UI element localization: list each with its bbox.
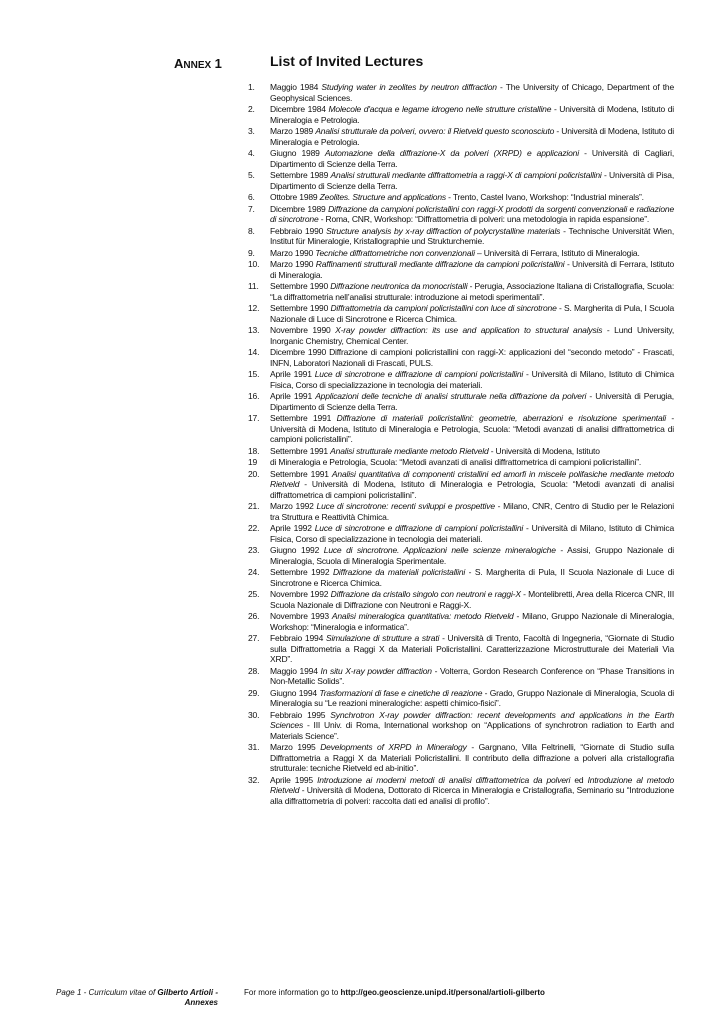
- lecture-item: [244, 226, 674, 247]
- lecture-date: Dicembre 1989: [270, 203, 326, 214]
- lecture-date: Marzo 1990: [270, 259, 314, 269]
- lecture-number: 31.: [248, 742, 260, 752]
- lecture-date: Settembre 1990: [270, 303, 329, 313]
- annex-label: [174, 56, 222, 71]
- lecture-number: 15.: [248, 369, 260, 379]
- annex-number: 1: [214, 56, 222, 71]
- lecture-title: Analisi mineralogica quantitativa: metodo Rietveld: [331, 611, 514, 621]
- lecture-date: Settembre 1991: [270, 413, 332, 423]
- lecture-number: 27.: [248, 633, 260, 643]
- lecture-item: [244, 446, 674, 457]
- lecture-number: 6.: [248, 192, 255, 202]
- lecture-number: 9.: [248, 247, 255, 258]
- lecture-date: Settembre 1992: [270, 567, 330, 577]
- lecture-venue: - Technische Universität Wien, Institut für Mineralogie, Kristallographie und Strukturchemie.: [270, 225, 675, 246]
- lecture-venue: - III Univ. di Roma, International workshop on “Applications of synchrotron radiation to Earth and Materials Science”.: [270, 720, 674, 741]
- lecture-title: Structure analysis by x-ray diffraction of polycrystalline materials: [326, 225, 561, 236]
- lecture-title: Developments of XRPD in Mineralogy: [320, 742, 467, 752]
- lecture-number: 26.: [248, 611, 260, 621]
- lecture-date: Dicembre 1990 Diffrazione di campioni policristallini con raggi-X: applicazioni del “secondo metodo” - Frascati, INFN, Laboratori Nazionali di Frascati, PULS.: [270, 347, 674, 368]
- lecture-date: Settembre 1990: [270, 281, 328, 291]
- lecture-title: Luce di sincrotrone e diffrazione di campioni policristallini: [314, 523, 524, 533]
- lecture-title: Introduzione ai moderni metodi di analisi diffrattometrica da polveri: [317, 774, 571, 785]
- lecture-title: Luce di sincrotrone e diffrazione di campioni policristallini: [314, 369, 524, 379]
- lecture-venue: - Università di Cagliari, Dipartimento di Scienze della Terra.: [270, 148, 675, 169]
- lecture-item: [244, 369, 674, 390]
- lecture-venue: - S. Margherita di Pula, II Scuola Nazionale di Luce di Sincrotrone e Ricerca Chimica.: [270, 567, 675, 588]
- lecture-venue: - Roma, CNR, Workshop: “Diffrattometria di polveri: una metodologia in rapida espansione”.: [318, 214, 650, 224]
- footer-author: Gilberto Artioli -: [157, 988, 218, 997]
- lecture-item: [244, 501, 674, 522]
- lecture-number: 12.: [248, 303, 260, 313]
- footer-page-info: [40, 988, 218, 1008]
- lecture-title-secondary: Introduzione al metodo Rietveld: [270, 774, 675, 795]
- lecture-venue: - Università di Modena, Istituto di Mineralogia e Petrologia.: [270, 126, 674, 147]
- lecture-venue: - Milano, CNR, Centro di Studio per le Relazioni tra Struttura e Reattività Chimica.: [270, 501, 674, 522]
- lecture-venue: – Università di Ferrara, Istituto di Mineralogia.: [474, 247, 640, 258]
- lecture-date: Novembre 1993: [270, 611, 329, 621]
- footer-url-link[interactable]: http://geo.geoscienze.unipd.it/personal/artioli-gilberto: [340, 988, 545, 997]
- lecture-list: [244, 82, 674, 807]
- lecture-item: [244, 126, 674, 147]
- lecture-venue: - Università di Ferrara, Istituto di Mineralogia.: [270, 259, 674, 280]
- lecture-date: Aprile 1991: [270, 369, 312, 379]
- lecture-number: 2.: [248, 104, 255, 114]
- lecture-title: Tecniche diffrattometriche non convenzionali: [315, 247, 475, 258]
- lecture-venue: - Università di Pisa, Dipartimento di Scienze della Terra.: [270, 170, 675, 191]
- lecture-item: [244, 633, 674, 665]
- lecture-number: 5.: [248, 170, 255, 180]
- lecture-venue: - Milano, Gruppo Nazionale di Mineralogia, Workshop: “Mineralogia e informatica”.: [270, 611, 675, 632]
- lecture-number: 32.: [248, 774, 260, 785]
- lecture-number: 20.: [248, 468, 260, 479]
- lecture-title: Diffrazione da campioni policristallini con raggi-X prodotti da sorgenti convenzionali e radiazione di sincrotrone: [270, 203, 675, 224]
- lecture-number: 28.: [248, 665, 260, 676]
- lecture-item: [244, 303, 674, 324]
- lecture-date: Maggio 1984: [270, 82, 319, 92]
- lecture-venue: - Trento, Castel Ivano, Workshop: “Industrial minerals”.: [445, 192, 644, 202]
- lecture-title: Analisi strutturali mediante diffrattometria a raggi-X di campioni policristallini: [330, 170, 602, 180]
- lecture-item: [244, 192, 674, 203]
- lecture-venue: - Perugia, Associazione Italiana di Cristallografia, Scuola: “La diffrattometria nell’analisi strutturale: introduzione ai metodi sperimentali”.: [270, 281, 674, 302]
- lecture-title: Synchrotron X-ray powder diffraction: recent developments and applications in the Earth Sciences: [270, 709, 674, 730]
- annex-word: NNEX: [183, 60, 212, 71]
- lecture-item: [244, 259, 674, 280]
- lecture-item: [244, 104, 674, 125]
- lecture-title: Applicazioni delle tecniche di analisi strutturale nella diffrazione da polveri: [315, 391, 587, 401]
- lecture-title: Luce di sincrotrone. Applicazioni nelle scienze mineralogiche: [323, 545, 556, 555]
- lecture-title: Diffrazione da materiali policristallini: [332, 567, 466, 577]
- lecture-item: [244, 204, 674, 225]
- lecture-date: Aprile 1992: [270, 523, 312, 533]
- lecture-date: Maggio 1994: [270, 665, 318, 676]
- lecture-venue: - The University of Chicago, Department of the Geophysical Sciences.: [270, 82, 674, 103]
- lecture-item: [244, 457, 674, 468]
- lecture-number: 18.: [248, 445, 260, 456]
- lecture-number: 29.: [248, 687, 260, 698]
- lecture-venue: - Lund University, Inorganic Chemistry, Chemical Center.: [270, 325, 675, 346]
- lecture-item: [244, 523, 674, 544]
- lecture-venue: - Università di Modena, Istituto di Mineralogia e Petrologia.: [270, 104, 674, 125]
- lecture-item: [244, 688, 674, 709]
- lecture-title: X-ray powder diffraction: its use and application to structural analysis: [335, 325, 603, 335]
- lecture-item: [244, 148, 674, 169]
- lecture-title: Molecole d'acqua e legame idrogeno nelle strutture cristalline: [328, 104, 552, 114]
- lecture-title: Analisi strutturale mediante metodo Rietveld: [330, 445, 489, 456]
- lecture-venue: - Università di Modena, Istituto di Mineralogia e Petrologia, Scuola: “Metodi avanzati di analisi diffrattometrica di campioni policristallini”.: [270, 479, 674, 500]
- lecture-date: Marzo 1995: [270, 742, 316, 752]
- lecture-venue: - Università di Milano, Istituto di Chimica Fisica, Corso di specializzazione in tecnologia dei materiali.: [270, 523, 675, 544]
- lecture-venue: - Volterra, Gordon Research Conference on “Phase Transitions in Non-Metallic Solids”.: [270, 665, 675, 686]
- lecture-date: Giugno 1994: [270, 687, 317, 698]
- lecture-item: [244, 325, 674, 346]
- lecture-title: Analisi quantitativa di componenti cristallini ed amorfi in miscele polifasiche mediante metodo Rietveld: [270, 468, 674, 489]
- footer-prefix: Page 1 - Curriculum vitae of: [56, 988, 158, 997]
- lecture-number: 14.: [248, 347, 260, 357]
- lecture-item: [244, 391, 674, 412]
- lecture-title: Simulazione di strutture a strati: [325, 633, 440, 643]
- lecture-number: 17.: [248, 413, 260, 423]
- lecture-date: Aprile 1991: [270, 391, 313, 401]
- lecture-item: [244, 742, 674, 774]
- lecture-number: 25.: [248, 589, 260, 599]
- lecture-title: Zeolites. Structure and applications: [319, 192, 446, 202]
- lecture-item: [244, 281, 674, 302]
- lecture-item: [244, 567, 674, 588]
- lecture-venue: - Gargnano, Villa Feltrinelli, “Giornate di Studio sulla Diffrattometria a Raggi X da Materiali Policristallini. Il contributo della diffrazione a polveri alla cristallografia strutturale: tecniche Rietveld ed ab-initio”.: [270, 742, 674, 773]
- lecture-title: Diffrazione neutronica da monocristalli: [330, 281, 468, 291]
- lecture-venue: ed: [570, 774, 588, 785]
- footer-annexes: Annexes: [184, 998, 218, 1007]
- lecture-item: [244, 545, 674, 566]
- lecture-title: In situ X-ray powder diffraction: [320, 665, 432, 676]
- lecture-date: Settembre 1989: [270, 170, 329, 180]
- lecture-number: 4.: [248, 148, 255, 158]
- lecture-number: 1.: [248, 82, 255, 92]
- lecture-date: Novembre 1990: [270, 325, 331, 335]
- lecture-item: [244, 710, 674, 742]
- lecture-number: 21.: [248, 501, 260, 511]
- footer-more-info: [244, 988, 545, 997]
- lecture-date: di Mineralogia e Petrologia, Scuola: “Metodi avanzati di analisi diffrattometrica di campioni policristallini”.: [270, 457, 642, 467]
- lecture-venue-secondary: - Università di Modena, Dottorato di Ricerca in Mineralogia e Cristallografia, Seminario su “Introduzione alla diffrattometria di polveri: raccolta dati ed analisi di profilo”.: [270, 785, 674, 806]
- lecture-date: Giugno 1989: [270, 148, 320, 158]
- lecture-venue: - Università di Milano, Istituto di Chimica Fisica, Corso di specializzazione in tecnologia dei materiali.: [270, 369, 675, 390]
- annex-initial: A: [174, 56, 184, 71]
- lecture-item: [244, 170, 674, 191]
- lecture-title: Diffrazione da cristallo singolo con neutroni e raggi-X: [330, 589, 521, 599]
- lecture-date: Ottobre 1989: [270, 192, 318, 202]
- lecture-venue: - Grado, Gruppo Nazionale di Mineralogia, Scuola di Mineralogia su “Le reazioni mineralogiche: aspetti chimico-fisici”.: [270, 687, 675, 708]
- lecture-venue: - Università di Modena, Istituto: [488, 445, 600, 456]
- lecture-item: [244, 469, 674, 501]
- lecture-title: Raffinamenti strutturali mediante diffrazione da campioni policristallini: [315, 259, 565, 269]
- lecture-venue: - Università di Modena, Istituto di Mineralogia e Petrologia, Scuola: “Metodi avanzati di analisi diffrattometrica di campioni policristallini”.: [270, 413, 674, 444]
- lecture-number: 11.: [248, 281, 259, 291]
- lecture-item: [244, 82, 674, 103]
- lecture-venue: - Università di Perugia, Dipartimento di Scienze della Terra.: [270, 391, 674, 412]
- lecture-number: 8.: [248, 225, 255, 236]
- lecture-number: 22.: [248, 523, 260, 533]
- page-title: List of Invited Lectures: [270, 53, 424, 69]
- lecture-title: Automazione della diffrazione-X da polveri (XRPD) e applicazioni: [324, 148, 579, 158]
- lecture-venue: - Assisi, Gruppo Nazionale di Mineralogia, Scuola di Mineralogia Sperimentale.: [270, 545, 675, 566]
- lecture-item: [244, 775, 674, 807]
- lecture-title: Luce di sincrotrone: recenti sviluppi e prospettive: [316, 501, 495, 511]
- lecture-number: 7.: [248, 203, 255, 214]
- lecture-item: [244, 589, 674, 610]
- lecture-date: Settembre 1991: [270, 445, 328, 456]
- lecture-date: Novembre 1992: [270, 589, 329, 599]
- lecture-date: Giugno 1992: [270, 545, 320, 555]
- lecture-item: [244, 347, 674, 368]
- lecture-title: Diffrattometria da campioni policristallini con luce di sincrotrone: [330, 303, 557, 313]
- lecture-date: Marzo 1990: [270, 247, 314, 258]
- lecture-item: [244, 666, 674, 687]
- lecture-date: Marzo 1989: [270, 126, 314, 136]
- lecture-title: Diffrazione di materiali policristallini: geometrie, aberrazioni e risoluzione sperimentali: [336, 413, 666, 423]
- lecture-item: [244, 413, 674, 445]
- footer-more-prefix: For more information go to: [244, 988, 341, 997]
- lecture-title: Studying water in zeolites by neutron diffraction: [321, 82, 497, 92]
- lecture-number: 3.: [248, 126, 255, 136]
- lecture-date: Aprile 1995: [270, 774, 313, 785]
- lecture-date: Febbraio 1994: [270, 633, 324, 643]
- lecture-number: 23.: [248, 545, 260, 555]
- lecture-date: Febbraio 1995: [270, 709, 326, 720]
- lecture-number: 13.: [248, 325, 260, 335]
- lecture-title: Analisi strutturale da polveri, ovvero: il Rietveld questo sconosciuto: [315, 126, 555, 136]
- lecture-number: 19: [248, 457, 258, 467]
- lecture-title: Trasformazioni di fase e cinetiche di reazione: [319, 687, 483, 698]
- lecture-venue: - S. Margherita di Pula, I Scuola Nazionale di Luce di Sincrotrone e Ricerca Chimica.: [270, 303, 674, 324]
- lecture-date: Dicembre 1984: [270, 104, 326, 114]
- lecture-item: [244, 611, 674, 632]
- lecture-number: 24.: [248, 567, 260, 577]
- lecture-number: 10.: [248, 259, 260, 269]
- lecture-date: Marzo 1992: [270, 501, 314, 511]
- lecture-number: 16.: [248, 391, 260, 401]
- lecture-date: Settembre 1991: [270, 468, 329, 479]
- lecture-date: Febbraio 1990: [270, 225, 324, 236]
- lecture-item: [244, 248, 674, 259]
- lecture-venue: - Università di Trento, Facoltà di Ingegneria, “Giornate di Studio sulla Diffrattometria a Raggi X da Materiali Policristallini. Caratterizzazione Microstrutturale dei Materiali Via XRD”.: [270, 633, 675, 664]
- lecture-number: 30.: [248, 709, 260, 720]
- lecture-venue: - Montelibretti, Area della Ricerca CNR, III Scuola Nazionale di Diffrazione con Neutroni e Raggi-X.: [270, 589, 675, 610]
